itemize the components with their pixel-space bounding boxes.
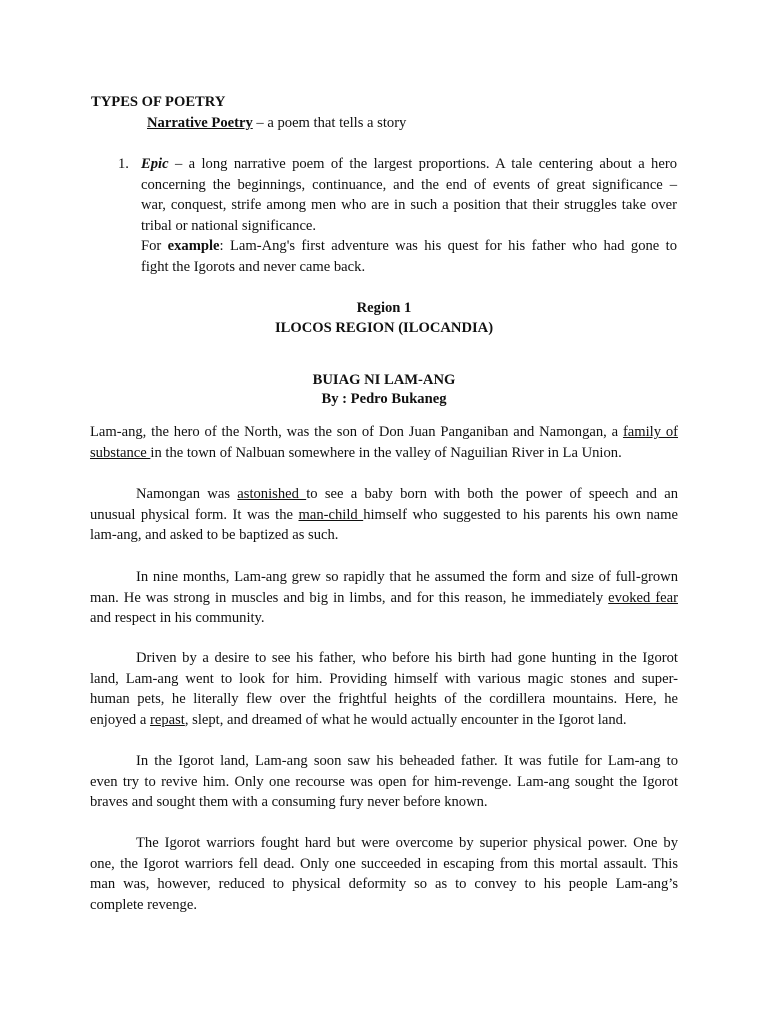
- paragraph-line: In nine months, Lam-ang grew so rapidly that he assumed the form and size of full-grown: [136, 569, 678, 585]
- paragraph-line: In the Igorot land, Lam-ang soon saw his beheaded father. It was futile for Lam-ang to: [136, 753, 678, 769]
- epic-example-line-1: For example: Lam-Ang's first adventure was his quest for his father who had gone to: [141, 238, 678, 255]
- list-number: 1.: [118, 156, 129, 172]
- paragraph-line: braves and sought them with a consuming fury never before known.: [90, 794, 488, 811]
- epic-line-3: war, conquest, strife among men who are in such a position that their struggles take over: [141, 197, 677, 214]
- paragraph-line: even try to revive him. Only one recourse was open for him-revenge. Lam-ang sought the Igorot: [90, 773, 678, 790]
- epic-definition: [141, 154, 677, 278]
- underlined-term: substance: [90, 444, 151, 461]
- underlined-term: man-child: [298, 506, 364, 523]
- paragraph-line: substance in the town of Nalbuan somewhere in the valley of Naguilian River in La Union.: [90, 444, 622, 461]
- narrative-definition-text: – a poem that tells a story: [252, 115, 407, 131]
- paragraph-line: Namongan was astonished to see a baby born with both the power of speech and an: [136, 486, 678, 502]
- paragraph-line: Lam-ang, the hero of the North, was the son of Don Juan Panganiban and Namongan, a family of: [90, 424, 679, 440]
- paragraph-5: [90, 751, 678, 813]
- paragraph-line: and respect in his community.: [90, 610, 265, 627]
- example-word: example: [167, 238, 220, 255]
- underlined-term: family of: [622, 424, 679, 440]
- paragraph-3: [90, 567, 678, 629]
- epic-line-2: concerning the beginnings, continuance, and the end of events of great significance –: [141, 176, 677, 193]
- paragraph-2: [90, 484, 678, 546]
- section-heading: TYPES OF POETRY: [91, 94, 226, 110]
- paragraph-line: land, Lam-ang went to look for him. Providing himself with various magic stones and super-: [90, 670, 678, 687]
- narrative-definition: [147, 113, 406, 134]
- underlined-term: evoked fear: [608, 589, 678, 606]
- epic-line-1: Epic – a long narrative poem of the largest proportions. A tale centering about a hero: [141, 156, 677, 172]
- paragraph-line: complete revenge.: [90, 896, 197, 913]
- epic-example-line-2: fight the Igorots and never came back.: [141, 258, 366, 275]
- paragraph-line: unusual physical form. It was the man-child himself who suggested to his parents his own name: [90, 506, 678, 523]
- paragraph-line: man was, however, reduced to physical deformity so as to convey to his people Lam-ang’s: [90, 876, 678, 893]
- region-number: Region 1: [356, 300, 412, 316]
- story-title: BUIAG NI LAM-ANG: [312, 372, 456, 388]
- paragraph-4: [90, 648, 678, 730]
- paragraph-line: one, the Igorot warriors fell dead. Only one succeeded in escaping from this mortal assault. This: [90, 855, 678, 872]
- paragraph-line: Driven by a desire to see his father, who before his birth had gone hunting in the Igorot: [136, 650, 678, 666]
- narrative-term: Narrative Poetry: [147, 115, 253, 131]
- paragraph-line: enjoyed a repast, slept, and dreamed of what he would actually encounter in the Igorot land.: [90, 711, 627, 728]
- underlined-term: astonished: [237, 486, 307, 502]
- epic-line-4: tribal or national significance.: [141, 217, 317, 234]
- paragraph-1: [90, 422, 678, 463]
- paragraph-line: The Igorot warriors fought hard but were overcome by superior physical power. One by: [136, 835, 678, 851]
- paragraph-line: human pets, he literally flew over the frightful heights of the cordillera mountains. Here, he: [90, 691, 678, 708]
- region-name: ILOCOS REGION (ILOCANDIA): [274, 320, 494, 336]
- paragraph-line: man. He was strong in muscles and big in limbs, and for this reason, he immediately evoked fear: [90, 589, 678, 606]
- underlined-term: repast: [149, 711, 185, 728]
- paragraph-line: lam-ang, and asked to be baptized as such.: [90, 527, 339, 544]
- epic-term: Epic: [141, 156, 169, 172]
- paragraph-6: [90, 833, 678, 915]
- story-author: By : Pedro Bukaneg: [321, 391, 447, 407]
